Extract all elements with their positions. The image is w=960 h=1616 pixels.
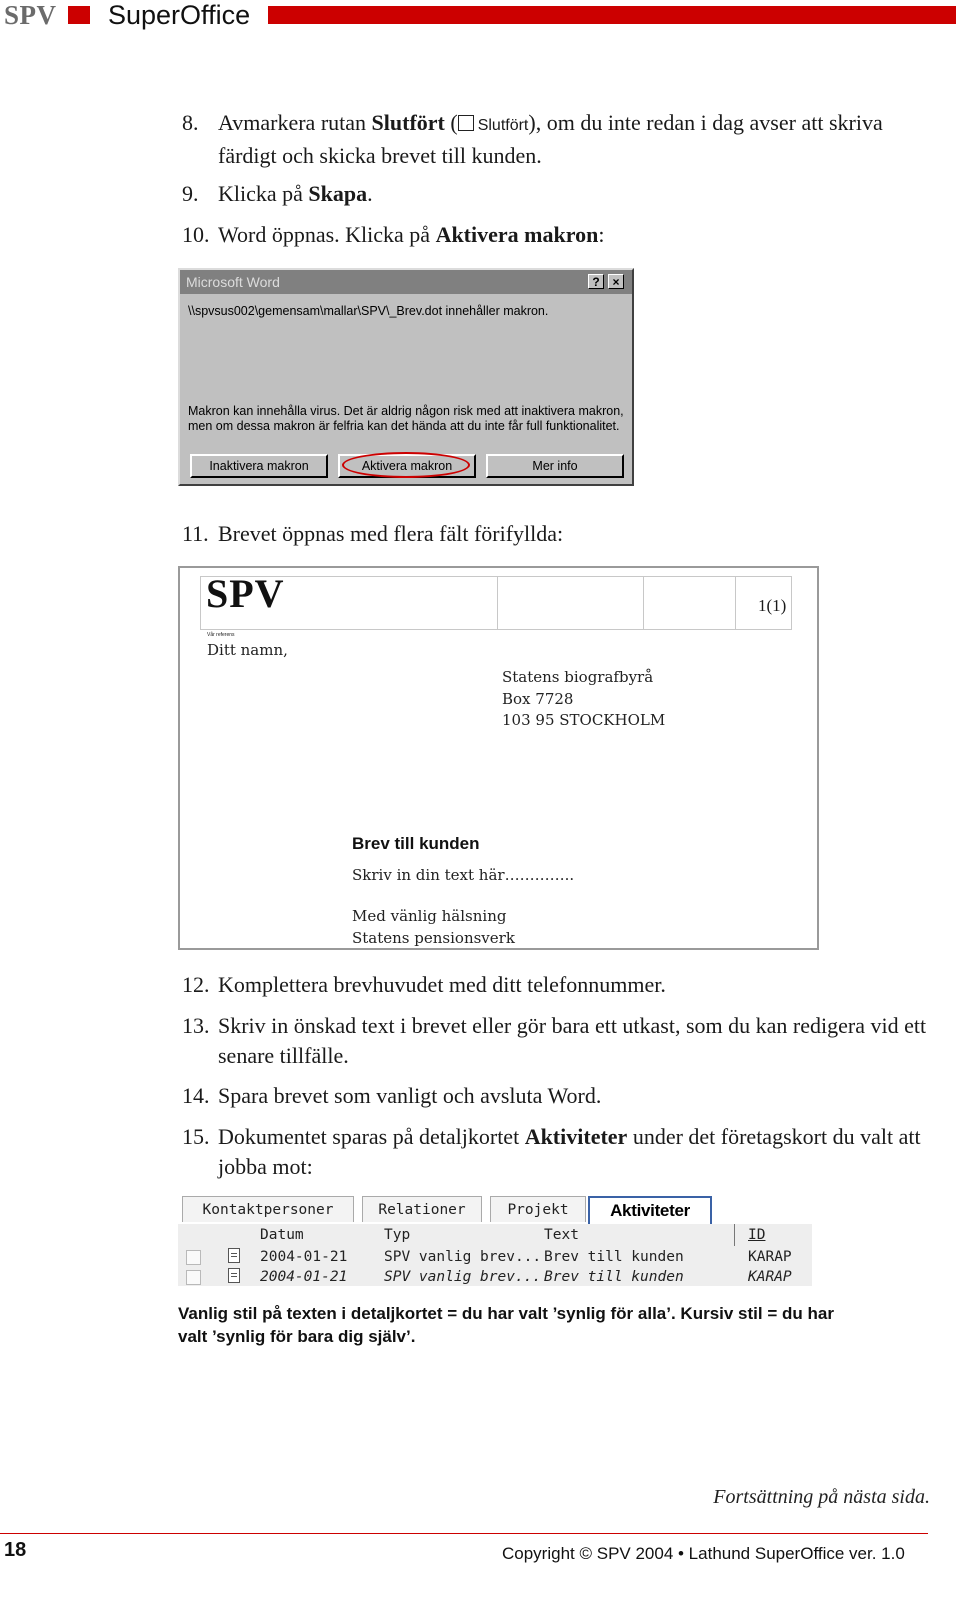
step-text-pre: Klicka på [218, 181, 309, 206]
row-type: SPV vanlig brev... [384, 1249, 542, 1265]
step-14 [182, 1081, 932, 1111]
tab-aktiviteter[interactable]: Aktiviteter [588, 1196, 712, 1224]
tab-kontaktpersoner[interactable]: Kontaktpersoner [182, 1196, 354, 1222]
dialog-title: Microsoft Word [180, 270, 632, 294]
cell-divider [643, 577, 644, 629]
step-8 [182, 108, 932, 168]
document-icon [228, 1248, 240, 1263]
step-text-bold: Skapa [308, 181, 368, 206]
step-text [218, 1122, 928, 1182]
letter-page-number: 1(1) [758, 596, 787, 615]
step-10 [182, 220, 932, 250]
row-type: SPV vanlig brev... [384, 1269, 542, 1285]
letter-body: Skriv in din text här………….. [352, 866, 575, 884]
letter-address-line3: 103 95 STOCKHOLM [502, 711, 666, 729]
tab-projekt[interactable]: Projekt [490, 1196, 586, 1222]
row-date: 2004-01-21 [260, 1249, 348, 1265]
step-number: 10. [182, 222, 210, 247]
more-info-button[interactable]: Mer info [486, 454, 624, 478]
row-date: 2004-01-21 [260, 1269, 348, 1285]
step-text [218, 108, 928, 171]
step-text-pre: Word öppnas. Klicka på [218, 222, 436, 247]
step-12 [182, 970, 932, 1000]
header-red-bar [268, 6, 956, 24]
step-number: 9. [182, 181, 199, 206]
copyright: Copyright © SPV 2004 • Lathund SuperOffice ver. 1.0 [502, 1544, 905, 1563]
step-text-open: ( [444, 110, 458, 135]
column-divider [734, 1224, 735, 1246]
step-text-post: under det företagskort du valt att jobba mot: [218, 1124, 921, 1179]
spv-logo: SPV [4, 0, 57, 30]
step-text: Skriv in önskad text i brevet eller gör bara ett utkast, som du kan redigera vid ett senare tillfälle. [218, 1013, 927, 1068]
letter-signature: Statens pensionsverk [352, 929, 515, 947]
close-icon[interactable]: × [608, 274, 624, 289]
letter-address-line1: Statens biografbyrå [502, 668, 654, 686]
column-header-type[interactable]: Typ [384, 1227, 411, 1243]
step-11 [182, 519, 932, 549]
column-header-id[interactable]: ID [748, 1227, 766, 1243]
continue-note: Fortsättning på nästa sida. [713, 1486, 930, 1508]
header-title: SuperOffice [108, 0, 251, 30]
step-number: 11. [182, 521, 209, 546]
cell-divider [497, 577, 498, 629]
step-text-bold: Aktivera makron [435, 222, 599, 247]
column-header-date[interactable]: Datum [260, 1227, 304, 1243]
row-id: KARAP [748, 1269, 792, 1285]
letter-heading: Brev till kunden [352, 834, 480, 853]
step-text [218, 220, 928, 250]
disable-macros-button[interactable]: Inaktivera makron [190, 454, 328, 478]
row-checkbox[interactable] [186, 1250, 201, 1265]
step-number: 14. [182, 1083, 210, 1108]
column-header-text[interactable]: Text [544, 1227, 579, 1243]
letter-reference-label: Vår referens [207, 632, 235, 638]
step-9 [182, 179, 932, 209]
step-13 [182, 1011, 932, 1071]
dialog-path-text: \\spvsus002\gemensam\mallar\SPV\_Brev.dot innehåller makron. [188, 304, 549, 318]
dialog-warning-line1: Makron kan innehålla virus. Det är aldrig någon risk med att inaktivera makron, [188, 404, 624, 418]
row-text: Brev till kunden [544, 1249, 684, 1265]
enable-macros-button[interactable]: Aktivera makron [338, 454, 476, 478]
step-number: 15. [182, 1124, 210, 1149]
step-text-post: : [598, 222, 605, 247]
letter-logo: SPV [206, 571, 285, 616]
step-text-pre: Avmarkera rutan [218, 110, 372, 135]
letter-closing: Med vänlig hälsning [352, 907, 507, 925]
step-text-bold: Aktiviteter [524, 1124, 628, 1149]
tab-relationer[interactable]: Relationer [362, 1196, 482, 1222]
highlight-oval [342, 452, 470, 478]
row-id: KARAP [748, 1249, 792, 1265]
step-text-post: . [367, 181, 373, 206]
step-15 [182, 1122, 932, 1182]
letter-sender-name: Ditt namn, [207, 641, 288, 659]
cell-divider [735, 577, 736, 629]
word-macro-dialog [178, 268, 634, 486]
checkbox-icon [458, 115, 474, 131]
checkbox-label: Slutfört [477, 117, 529, 134]
help-icon[interactable]: ? [588, 274, 604, 289]
step-number: 12. [182, 972, 210, 997]
step-text-pre: Dokumentet sparas på detaljkortet [218, 1124, 525, 1149]
step-text [218, 179, 928, 209]
letter-preview [178, 566, 819, 950]
page-number: 18 [4, 1539, 27, 1561]
dialog-warning-line2: men om dessa makron är felfria kan det hända att du inte får full funktionalitet. [188, 419, 620, 433]
step-text: Spara brevet som vanligt och avsluta Word. [218, 1083, 602, 1108]
step-text-bold: Slutfört [371, 110, 445, 135]
activities-grid [178, 1224, 812, 1286]
row-text: Brev till kunden [544, 1269, 684, 1285]
detail-tabs [178, 1196, 814, 1224]
step-text-post: ), om du inte redan i dag avser att skriva färdigt och skicka brevet till kunden. [218, 110, 883, 168]
footer-rule [0, 1533, 928, 1534]
step-text: Komplettera brevhuvudet med ditt telefonnummer. [218, 972, 666, 997]
row-checkbox[interactable] [186, 1270, 201, 1285]
step-number: 13. [182, 1013, 210, 1038]
style-note: Vanlig stil på texten i detaljkortet = du har valt ’synlig för alla’. Kursiv stil = du har valt ’synlig för bara dig själv’. [178, 1304, 834, 1346]
letterhead-cells [200, 576, 792, 630]
step-number: 8. [182, 110, 199, 135]
letter-address-line2: Box 7728 [502, 690, 574, 708]
step-text: Brevet öppnas med flera fält förifyllda: [218, 521, 564, 546]
header-red-square [68, 6, 90, 24]
document-icon [228, 1268, 240, 1283]
